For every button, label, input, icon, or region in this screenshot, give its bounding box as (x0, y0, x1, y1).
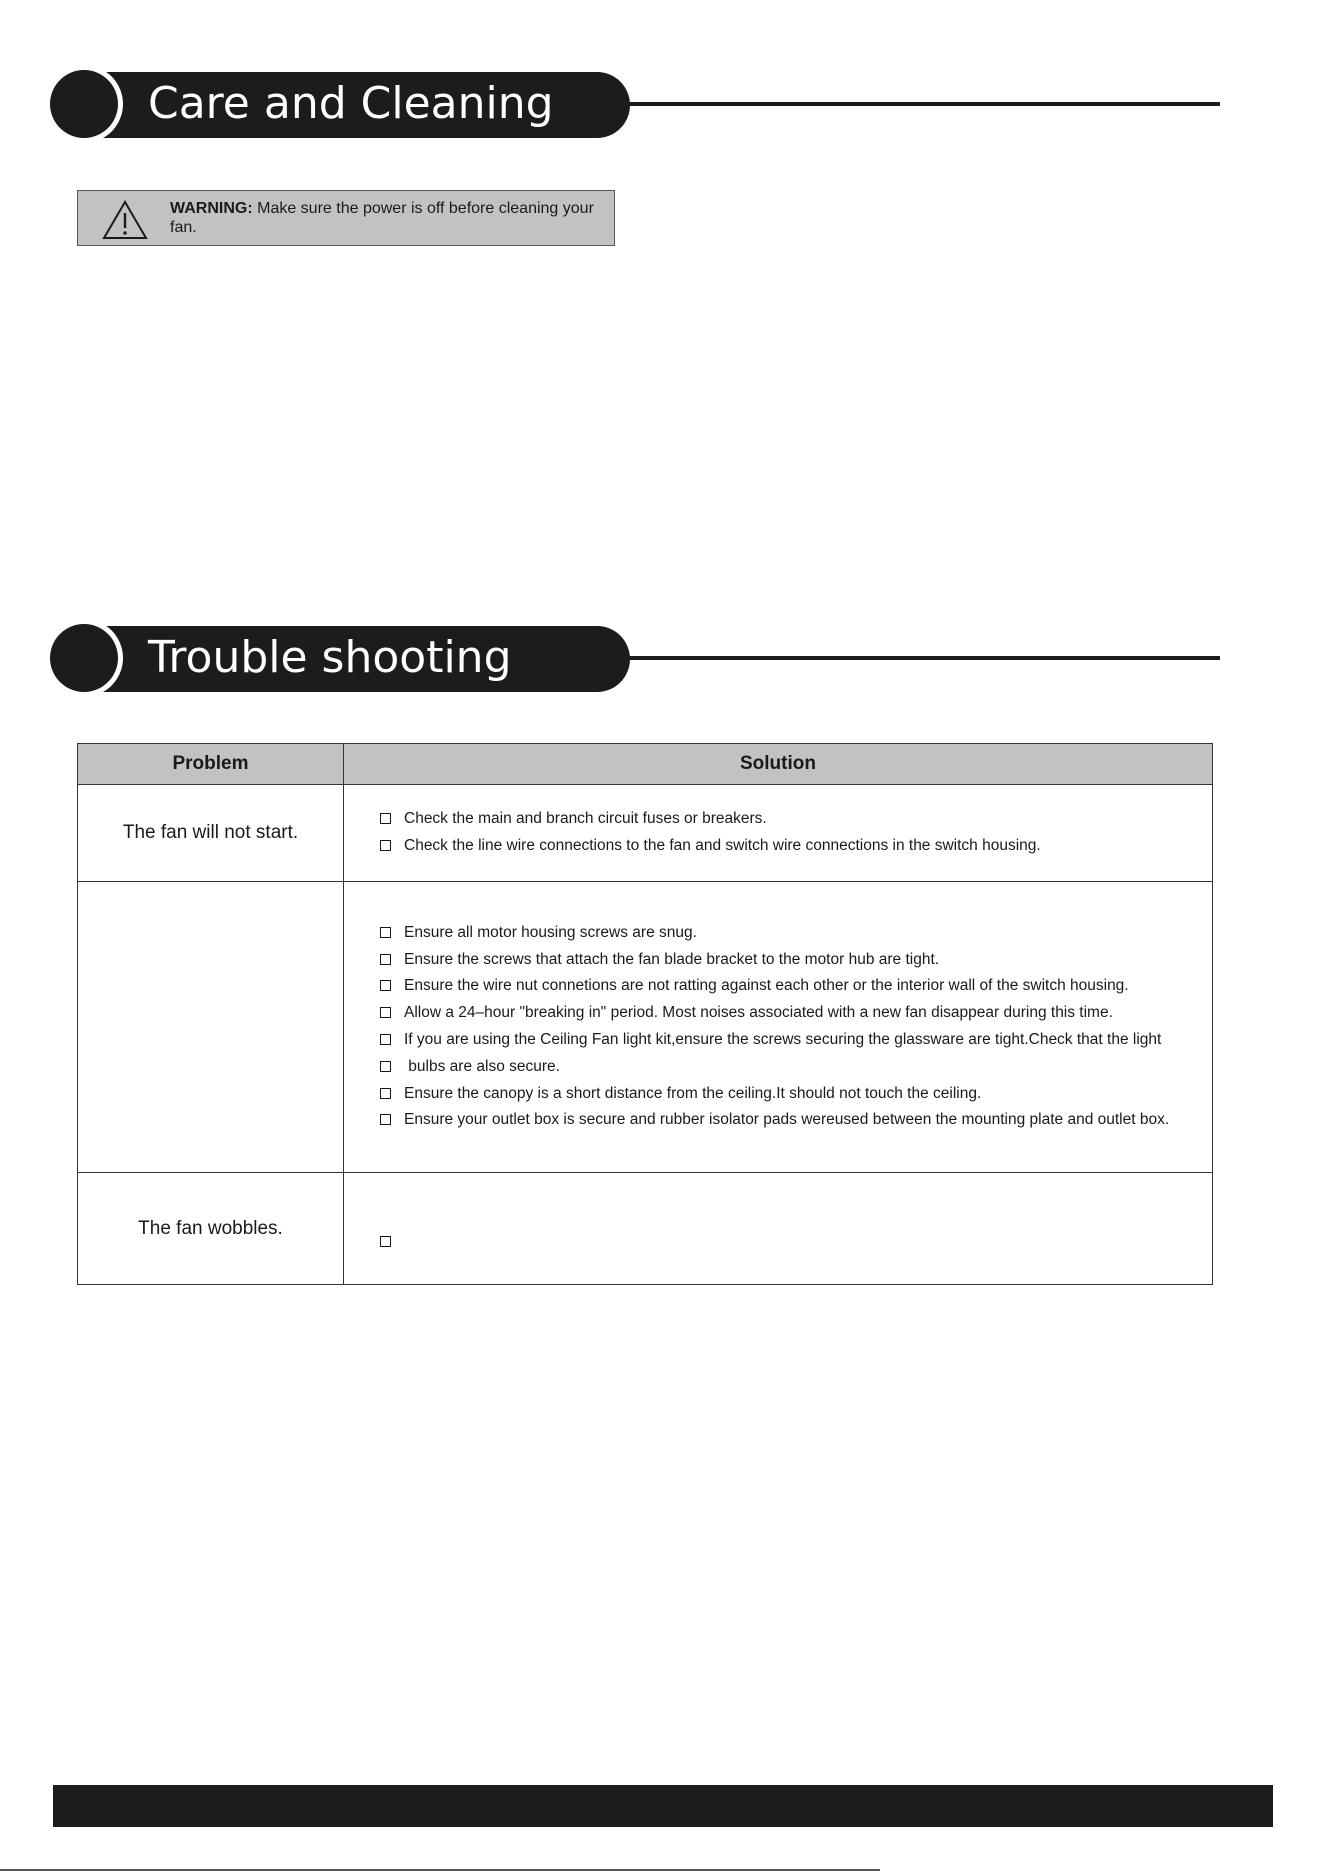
solution-item (380, 1081, 1196, 1108)
solution-item (380, 1027, 1196, 1054)
solution-text: Ensure the screws that attach the fan blade bracket to the motor hub are tight. (404, 950, 940, 968)
checkbox-icon (380, 1236, 391, 1247)
solution-text: Ensure all motor housing screws are snug. (404, 923, 697, 941)
solution-text: Check the main and branch circuit fuses or breakers. (404, 810, 767, 828)
solution-item (380, 973, 1196, 1000)
solution-item (380, 806, 1196, 833)
solution-cell (344, 1173, 1213, 1285)
footer-bar (53, 1785, 1273, 1827)
solution-text: Check the line wire connections to the fan and switch wire connections in the switch housing. (404, 837, 1041, 854)
checkbox-icon (380, 1061, 391, 1072)
checkbox-icon (380, 840, 391, 851)
solution-item (380, 1000, 1196, 1027)
solution-text: Ensure the wire nut connetions are not ratting against each other or the interior wall of the switch housing. (404, 977, 1129, 995)
warning-message: Make sure the power is off before cleaning your fan. (170, 200, 594, 236)
checkbox-icon (380, 813, 391, 824)
header-circle (50, 624, 118, 692)
table-header-row (78, 744, 1213, 785)
checkbox-icon (380, 927, 391, 938)
solution-item (380, 1054, 1196, 1081)
table-row (78, 882, 1213, 1173)
warning-label: WARNING: (170, 200, 253, 217)
solution-item (380, 833, 1196, 860)
problem-cell (78, 882, 344, 1173)
bottom-rule (0, 1869, 880, 1871)
solution-text: Ensure your outlet box is secure and rubber isolator pads wereused between the mounting plate and outlet box. (404, 1111, 1170, 1129)
solution-cell (344, 882, 1213, 1173)
solution-column-header: Solution (344, 744, 1213, 785)
warning-triangle-icon (102, 200, 148, 240)
checkbox-icon (380, 1114, 391, 1125)
table-row (78, 785, 1213, 882)
header-rule (580, 656, 1220, 660)
problem-cell: The fan wobbles. (78, 1173, 344, 1285)
solution-text: Ensure the canopy is a short distance from the ceiling.It should not touch the ceiling. (404, 1084, 982, 1102)
checkbox-icon (380, 1007, 391, 1018)
problem-cell: The fan will not start. (78, 785, 344, 882)
solution-text: bulbs are also secure. (404, 1057, 560, 1075)
header-circle (50, 70, 118, 138)
solution-cell (344, 785, 1213, 882)
checkbox-icon (380, 1088, 391, 1099)
solution-text: Allow a 24–hour "breaking in" period. Most noises associated with a new fan disappear during this time. (404, 1004, 1113, 1022)
warning-text (170, 199, 600, 237)
header-rule (580, 102, 1220, 106)
warning-box (77, 190, 615, 246)
solution-list (380, 806, 1196, 860)
checkbox-icon (380, 1034, 391, 1045)
table-row (78, 1173, 1213, 1285)
solution-item (380, 920, 1196, 947)
troubleshooting-table (77, 743, 1213, 1285)
section-title: Care and Cleaning (148, 78, 554, 129)
problem-column-header: Problem (78, 744, 344, 785)
trouble-shooting-header (50, 624, 1220, 696)
solution-text: If you are using the Ceiling Fan light kit,ensure the screws securing the glassware are tight.Check that the light (404, 1031, 1162, 1048)
care-cleaning-header (50, 70, 1220, 142)
solution-item (380, 1107, 1196, 1134)
checkbox-icon (380, 980, 391, 991)
checkbox-icon (380, 954, 391, 965)
solution-item (380, 947, 1196, 974)
solution-list (380, 920, 1196, 1134)
section-title: Trouble shooting (148, 632, 512, 683)
